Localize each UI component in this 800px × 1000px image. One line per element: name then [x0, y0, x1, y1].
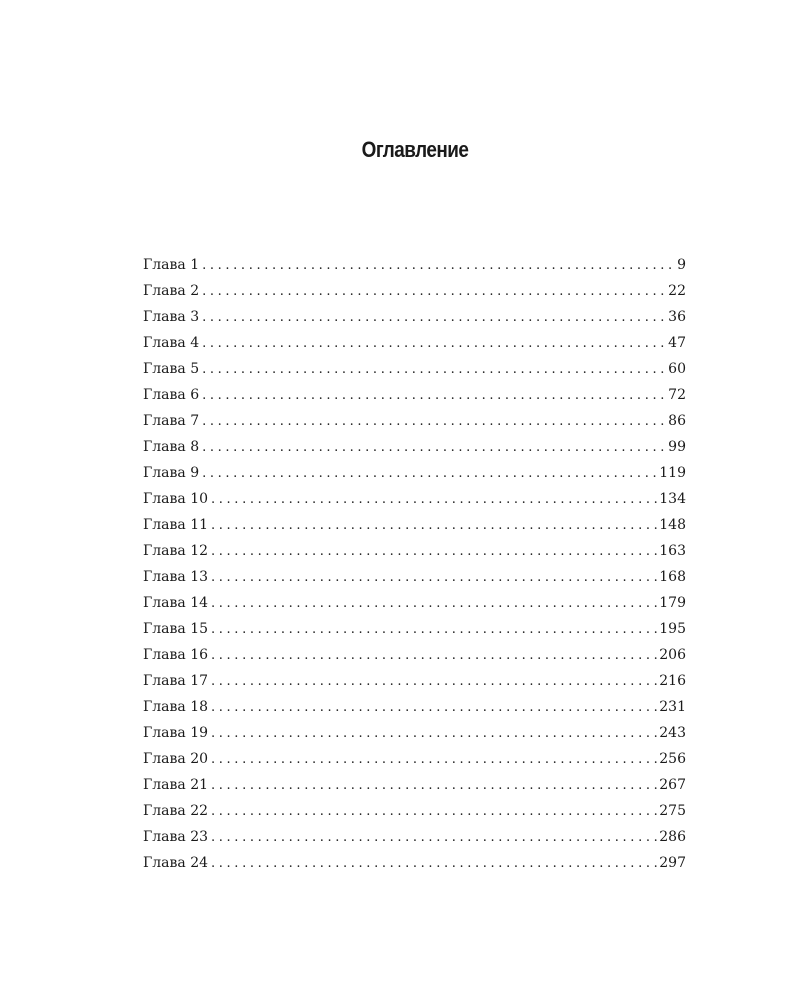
toc-entry-page-number: 168 [659, 569, 686, 585]
toc-entry-label: Глава 22 [143, 803, 209, 819]
toc-entry[interactable] [143, 642, 686, 668]
toc-entry-page-number: 243 [659, 725, 686, 741]
toc-entry[interactable] [143, 824, 686, 850]
toc-entry[interactable] [143, 356, 686, 382]
toc-entry-page-number: 36 [668, 309, 686, 325]
toc-entry-page-number: 99 [668, 439, 686, 455]
toc-entry-page-number: 195 [659, 621, 686, 637]
dot-leader [211, 851, 657, 876]
toc-entry-page-number: 119 [659, 465, 686, 481]
toc-entry[interactable] [143, 434, 686, 460]
toc-entry[interactable] [143, 720, 686, 746]
dot-leader [202, 305, 666, 330]
dot-leader [211, 643, 657, 668]
toc-entry-label: Глава 21 [143, 777, 209, 793]
toc-entry-page-number: 206 [659, 647, 686, 663]
dot-leader [211, 695, 657, 720]
dot-leader [202, 435, 666, 460]
toc-entry-label: Глава 13 [143, 569, 209, 585]
toc-entry-label: Глава 6 [143, 387, 200, 403]
toc-entry[interactable] [143, 772, 686, 798]
toc-entry[interactable] [143, 798, 686, 824]
toc-entry[interactable] [143, 694, 686, 720]
dot-leader [202, 409, 666, 434]
dot-leader [202, 279, 666, 304]
toc-entry[interactable] [143, 330, 686, 356]
toc-entry-page-number: 60 [668, 361, 686, 377]
toc-entry-label: Глава 23 [143, 829, 209, 845]
toc-entry-label: Глава 19 [143, 725, 209, 741]
toc-entry[interactable] [143, 616, 686, 642]
dot-leader [211, 669, 657, 694]
toc-entry[interactable] [143, 564, 686, 590]
toc-entry[interactable] [143, 252, 686, 278]
toc-entry[interactable] [143, 460, 686, 486]
toc-entry-page-number: 148 [659, 517, 686, 533]
toc-entry-label: Глава 9 [143, 465, 200, 481]
toc-entry-label: Глава 3 [143, 309, 200, 325]
toc-entry-label: Глава 24 [143, 855, 209, 871]
toc-entry-label: Глава 1 [143, 257, 200, 273]
toc-entry-page-number: 86 [668, 413, 686, 429]
dot-leader [211, 773, 657, 798]
toc-entry[interactable] [143, 590, 686, 616]
toc-entry-label: Глава 14 [143, 595, 209, 611]
dot-leader [211, 799, 657, 824]
dot-leader [211, 539, 657, 564]
table-of-contents [143, 252, 686, 876]
toc-entry-label: Глава 5 [143, 361, 200, 377]
toc-entry-page-number: 9 [677, 257, 686, 273]
toc-entry[interactable] [143, 512, 686, 538]
dot-leader [211, 565, 657, 590]
toc-entry-page-number: 267 [659, 777, 686, 793]
toc-entry[interactable] [143, 850, 686, 876]
toc-entry-label: Глава 11 [143, 517, 209, 533]
dot-leader [211, 721, 657, 746]
toc-entry-page-number: 163 [659, 543, 686, 559]
toc-entry[interactable] [143, 538, 686, 564]
toc-entry-label: Глава 7 [143, 413, 200, 429]
toc-entry-page-number: 72 [668, 387, 686, 403]
toc-entry[interactable] [143, 746, 686, 772]
toc-entry-label: Глава 15 [143, 621, 209, 637]
dot-leader [202, 357, 666, 382]
toc-entry-label: Глава 4 [143, 335, 200, 351]
toc-entry-label: Глава 16 [143, 647, 209, 663]
toc-entry[interactable] [143, 278, 686, 304]
toc-entry-label: Глава 8 [143, 439, 200, 455]
toc-entry[interactable] [143, 408, 686, 434]
dot-leader [211, 747, 657, 772]
dot-leader [211, 487, 657, 512]
toc-entry[interactable] [143, 668, 686, 694]
page-title: Оглавление [361, 136, 469, 162]
toc-entry-label: Глава 20 [143, 751, 209, 767]
toc-entry-page-number: 47 [668, 335, 686, 351]
toc-entry-page-number: 297 [659, 855, 686, 871]
toc-entry-label: Глава 18 [143, 699, 209, 715]
dot-leader [202, 383, 666, 408]
toc-entry-label: Глава 12 [143, 543, 209, 559]
dot-leader [211, 591, 657, 616]
toc-entry[interactable] [143, 304, 686, 330]
dot-leader [202, 461, 657, 486]
toc-entry-label: Глава 10 [143, 491, 209, 507]
toc-entry-page-number: 216 [659, 673, 686, 689]
toc-entry-label: Глава 2 [143, 283, 200, 299]
toc-entry-page-number: 286 [659, 829, 686, 845]
toc-entry[interactable] [143, 382, 686, 408]
dot-leader [202, 331, 666, 356]
toc-entry-page-number: 256 [659, 751, 686, 767]
toc-entry-page-number: 179 [659, 595, 686, 611]
toc-entry-page-number: 134 [659, 491, 686, 507]
dot-leader [211, 513, 657, 538]
toc-entry-page-number: 275 [659, 803, 686, 819]
toc-entry-page-number: 22 [668, 283, 686, 299]
toc-entry[interactable] [143, 486, 686, 512]
dot-leader [211, 825, 657, 850]
dot-leader [202, 253, 675, 278]
toc-entry-label: Глава 17 [143, 673, 209, 689]
dot-leader [211, 617, 657, 642]
toc-entry-page-number: 231 [659, 699, 686, 715]
